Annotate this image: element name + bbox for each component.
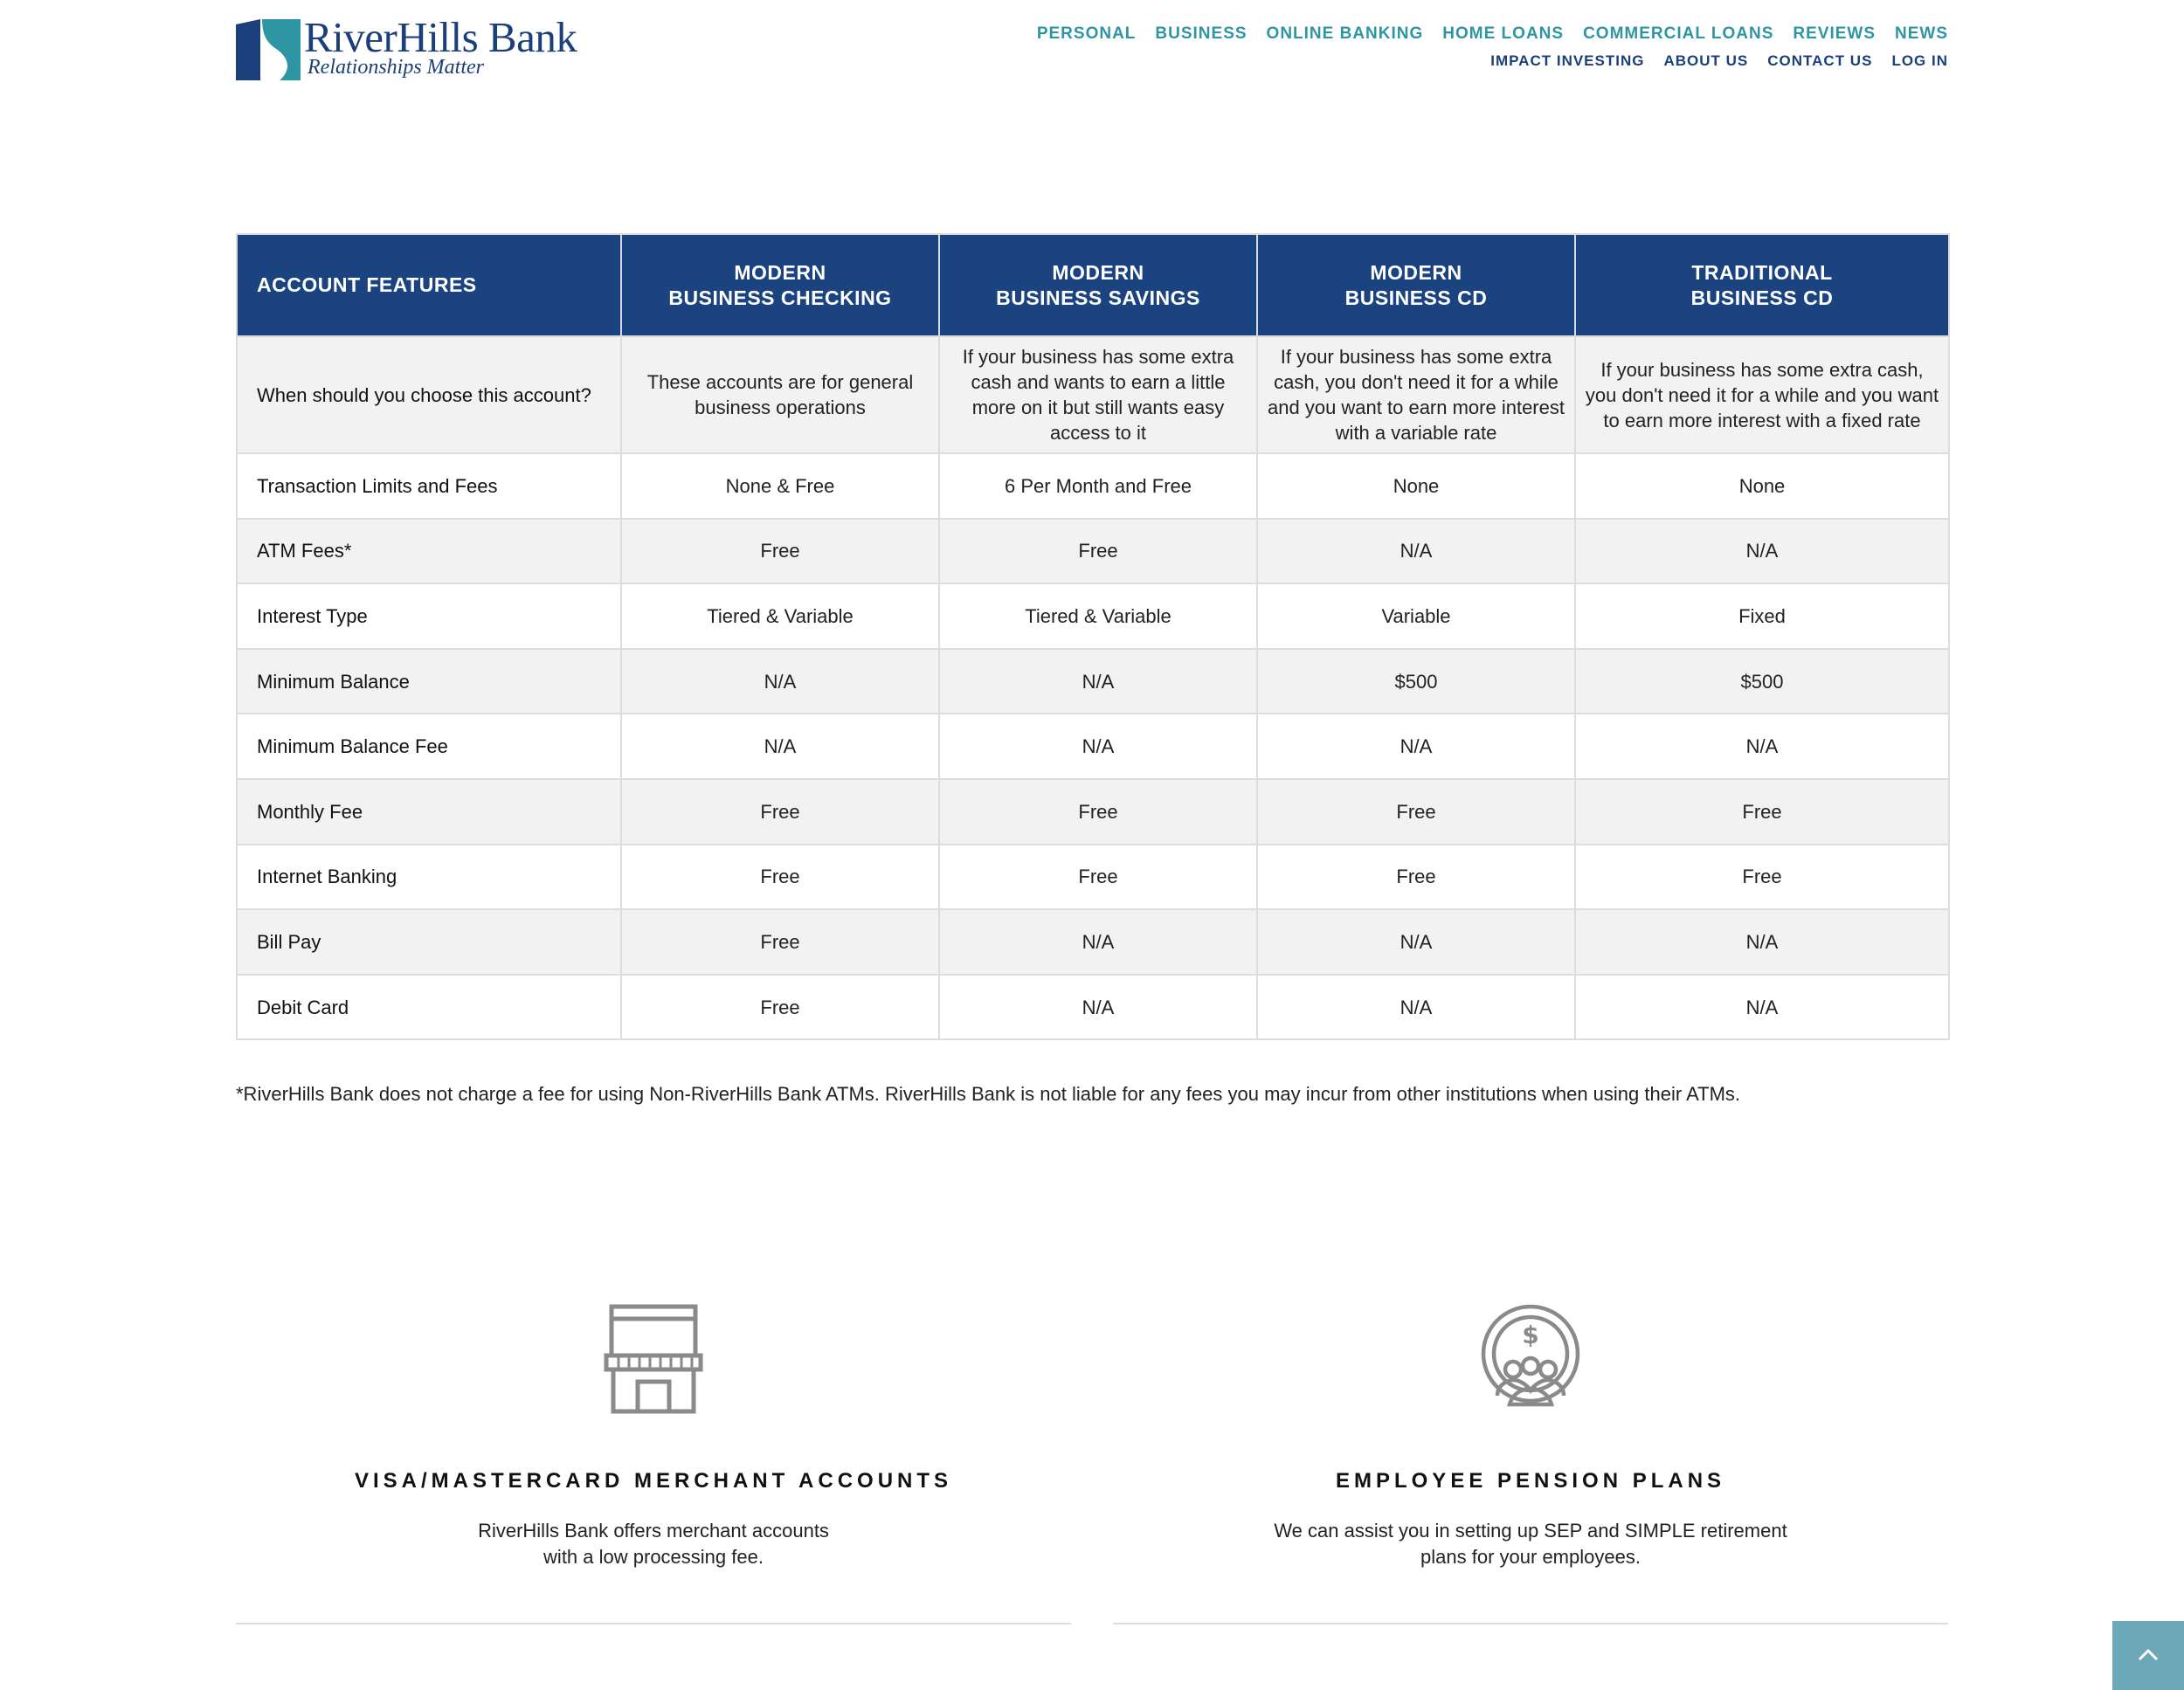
table-cell: N/A: [621, 714, 939, 779]
table-cell: None & Free: [621, 453, 939, 519]
row-label: Minimum Balance: [237, 649, 621, 714]
table-cell: N/A: [1257, 975, 1575, 1040]
table-cell: Tiered & Variable: [939, 583, 1257, 649]
table-cell: If your business has some extra cash, you don't need it for a while and you want to earn more interest with a fixed rate: [1575, 336, 1949, 453]
pension-coin-icon: [1478, 1301, 1583, 1415]
row-label: Transaction Limits and Fees: [237, 453, 621, 519]
table-cell: These accounts are for general business operations: [621, 336, 939, 453]
nav-business[interactable]: BUSINESS: [1155, 24, 1248, 43]
logo[interactable]: [236, 13, 629, 82]
table-row: [237, 975, 1949, 1040]
table-header-row: [237, 234, 1949, 336]
nav-personal[interactable]: PERSONAL: [1036, 24, 1137, 43]
table-cell: Free: [1575, 779, 1949, 845]
table-row: [237, 779, 1949, 845]
table-cell: 6 Per Month and Free: [939, 453, 1257, 519]
feature-merchant-accounts: [236, 1293, 1071, 1624]
table-cell: N/A: [1575, 909, 1949, 975]
table-cell: Free: [621, 975, 939, 1040]
table-cell: N/A: [1257, 519, 1575, 584]
table-cell: Fixed: [1575, 583, 1949, 649]
nav-home-loans[interactable]: HOME LOANS: [1442, 24, 1565, 43]
table-row: [237, 583, 1949, 649]
account-comparison-table: [236, 233, 1950, 1040]
row-label: Minimum Balance Fee: [237, 714, 621, 779]
nav-news[interactable]: NEWS: [1895, 24, 1948, 43]
back-to-top-button[interactable]: [2112, 1621, 2184, 1690]
header-modern-business-cd: MODERN BUSINESS CD: [1257, 234, 1575, 336]
table-row: [237, 714, 1949, 779]
atm-fee-footnote: *RiverHills Bank does not charge a fee for using Non-RiverHills Bank ATMs. RiverHills Bank is not liable for any fees you may incur from other institutions when using their ATMs.: [236, 1083, 1741, 1105]
header-modern-business-checking: MODERN BUSINESS CHECKING: [621, 234, 939, 336]
brand-name: RiverHills Bank: [304, 13, 577, 61]
table-cell: Variable: [1257, 583, 1575, 649]
row-label: Bill Pay: [237, 909, 621, 975]
table-cell: Free: [939, 779, 1257, 845]
nav-reviews[interactable]: REVIEWS: [1793, 24, 1876, 43]
storefront-icon: [601, 1301, 706, 1415]
primary-nav: [1037, 24, 1948, 44]
table-cell: $500: [1257, 649, 1575, 714]
table-row: [237, 336, 1949, 453]
table-cell: Free: [1257, 779, 1575, 845]
brand-tagline: Relationships Matter: [308, 56, 484, 79]
table-cell: None: [1575, 453, 1949, 519]
row-label: Debit Card: [237, 975, 621, 1040]
table-cell: If your business has some extra cash and wants to earn a little more on it but still wants easy access to it: [939, 336, 1257, 453]
table-cell: Free: [1257, 845, 1575, 910]
table-row: [237, 845, 1949, 910]
table-cell: Free: [621, 519, 939, 584]
table-cell: N/A: [1575, 975, 1949, 1040]
logo-mark-icon: [236, 19, 301, 80]
main-nav: [1037, 24, 1948, 70]
feature-title: VISA/MASTERCARD MERCHANT ACCOUNTS: [354, 1469, 953, 1493]
table-cell: Tiered & Variable: [621, 583, 939, 649]
table-cell: None: [1257, 453, 1575, 519]
row-label: Internet Banking: [237, 845, 621, 910]
row-label: Monthly Fee: [237, 779, 621, 845]
feature-title: EMPLOYEE PENSION PLANS: [1335, 1469, 1726, 1493]
divider: [1113, 1623, 1948, 1624]
table-cell: N/A: [939, 975, 1257, 1040]
secondary-nav: [1037, 52, 1948, 70]
row-label: ATM Fees*: [237, 519, 621, 584]
feature-pension-plans: [1113, 1293, 1948, 1624]
nav-commercial-loans[interactable]: COMMERCIAL LOANS: [1583, 24, 1774, 43]
table-cell: N/A: [1257, 714, 1575, 779]
table-row: [237, 909, 1949, 975]
feature-description: RiverHills Bank offers merchant accounts with a low processing fee.: [478, 1520, 829, 1568]
nav-log-in[interactable]: LOG IN: [1891, 52, 1948, 69]
nav-impact-investing[interactable]: IMPACT INVESTING: [1490, 52, 1645, 69]
table-cell: N/A: [939, 909, 1257, 975]
nav-about-us[interactable]: ABOUT US: [1663, 52, 1749, 69]
row-label: When should you choose this account?: [237, 336, 621, 453]
header-modern-business-savings: MODERN BUSINESS SAVINGS: [939, 234, 1257, 336]
table-cell: Free: [621, 909, 939, 975]
table-cell: If your business has some extra cash, you don't need it for a while and you want to earn more interest with a variable rate: [1257, 336, 1575, 453]
header-traditional-business-cd: TRADITIONAL BUSINESS CD: [1575, 234, 1949, 336]
nav-online-banking[interactable]: ONLINE BANKING: [1266, 24, 1424, 43]
nav-contact-us[interactable]: CONTACT US: [1767, 52, 1873, 69]
table-cell: Free: [1575, 845, 1949, 910]
table-cell: N/A: [1575, 519, 1949, 584]
table-cell: N/A: [939, 649, 1257, 714]
table-cell: N/A: [1575, 714, 1949, 779]
chevron-up-icon: [2137, 1644, 2160, 1666]
table-row: [237, 453, 1949, 519]
divider: [236, 1623, 1071, 1624]
table-row: [237, 649, 1949, 714]
table-cell: N/A: [1257, 909, 1575, 975]
header-account-features: ACCOUNT FEATURES: [237, 234, 621, 336]
table-cell: Free: [939, 845, 1257, 910]
table-cell: Free: [621, 779, 939, 845]
table-cell: Free: [621, 845, 939, 910]
table-cell: Free: [939, 519, 1257, 584]
feature-description: We can assist you in setting up SEP and SIMPLE retirement plans for your employees.: [1274, 1520, 1787, 1568]
table-cell: N/A: [621, 649, 939, 714]
svg-text:$: $: [1522, 1321, 1539, 1349]
site-header: [236, 13, 1948, 86]
table-cell: N/A: [939, 714, 1257, 779]
row-label: Interest Type: [237, 583, 621, 649]
table-row: [237, 519, 1949, 584]
table-cell: $500: [1575, 649, 1949, 714]
